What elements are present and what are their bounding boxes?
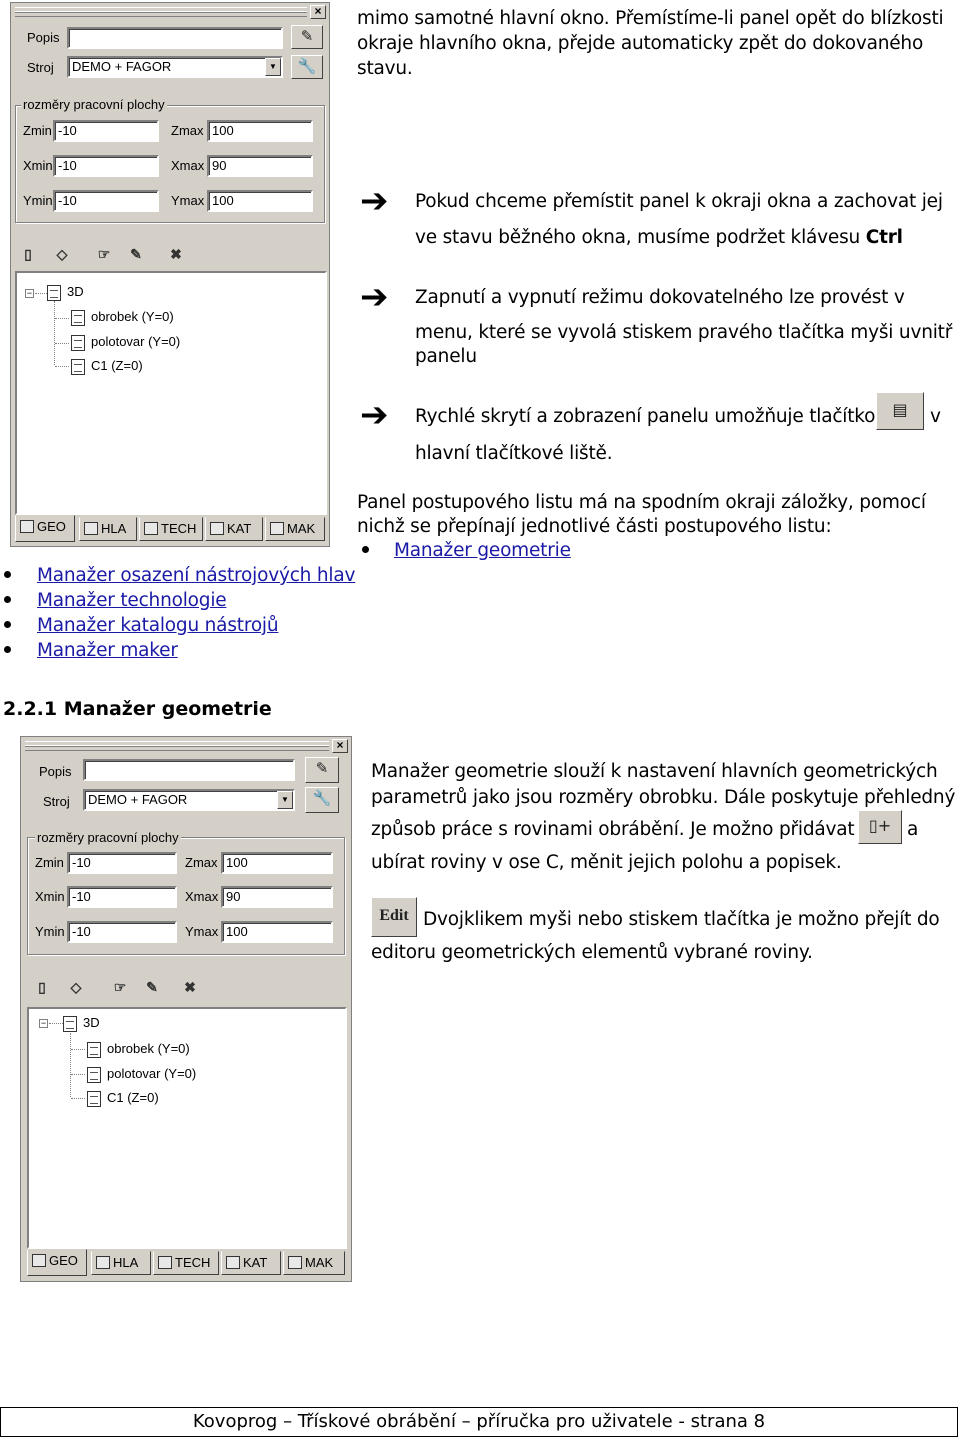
tab-tech[interactable]: TECH: [139, 517, 203, 541]
note3-line-2: hlavní tlačítkové liště.: [415, 443, 613, 464]
doc-icon: [47, 285, 61, 301]
ymin-label: Ymin: [23, 193, 53, 208]
tech-icon: [144, 522, 158, 535]
plane-tree[interactable]: [15, 271, 327, 515]
axis-icon: [87, 1091, 101, 1107]
link-manazer-geometrie[interactable]: Manažer geometrie: [394, 540, 571, 561]
note1-line-2: ve stavu běžného okna, musíme podržet klávesu Ctrl: [415, 227, 903, 248]
geo-icon: [20, 520, 34, 533]
close-button[interactable]: ×: [332, 739, 348, 753]
move-plane-icon[interactable]: ☞: [113, 979, 127, 995]
close-button[interactable]: ×: [310, 5, 326, 19]
xmax-input[interactable]: 90: [207, 155, 313, 177]
popis-label: Popis: [39, 764, 72, 779]
zmax-input[interactable]: 100: [207, 120, 313, 142]
note2-line-1: Zapnutí a vypnutí režimu dokovatelného lze provést v: [415, 287, 905, 308]
panel-desc-line-2: nichž se přepínají jednotlivé části postupového listu:: [357, 516, 832, 537]
ymax-label: Ymax: [185, 924, 219, 939]
ymax-label: Ymax: [171, 193, 205, 208]
chevron-down-icon[interactable]: ▼: [265, 58, 281, 76]
geometry-panel-top: [10, 2, 330, 547]
settings-wrench-icon[interactable]: 🔧: [305, 787, 339, 813]
xmin-input[interactable]: -10: [53, 155, 159, 177]
p1-line-3: způsob práce s rovinami obrábění. Je možno přidávat: [371, 819, 855, 840]
note2-line-3: panelu: [415, 346, 477, 367]
stroj-label: Stroj: [27, 60, 54, 75]
arrow-right-icon: ➔: [360, 277, 389, 317]
zmax-label: Zmax: [185, 855, 218, 870]
stroj-label: Stroj: [43, 794, 70, 809]
mak-icon: [288, 1256, 302, 1269]
intro-line-1: mimo samotné hlavní okno. Přemístíme-li panel opět do blízkosti: [357, 8, 944, 29]
panel-desc-line-1: Panel postupového listu má na spodním okraji záložky, pomocí: [357, 492, 926, 513]
rotate-plane-icon[interactable]: ◇: [56, 246, 68, 262]
delete-plane-icon[interactable]: ✖: [184, 979, 196, 995]
collapse-icon[interactable]: −: [40, 1018, 47, 1028]
ymax-input[interactable]: 100: [221, 921, 333, 943]
tree-node-c1[interactable]: C1 (Z=0): [87, 1090, 159, 1107]
intro-line-3: stavu.: [357, 58, 413, 79]
move-plane-icon[interactable]: ☞: [97, 246, 111, 262]
page-icon: [71, 310, 85, 326]
p1-line-3-end: a: [907, 819, 919, 840]
ymax-input[interactable]: 100: [207, 190, 313, 212]
workspace-group-title: rozměry pracovní plochy: [23, 97, 165, 112]
toggle-panel-button[interactable]: ▤: [876, 392, 924, 430]
tab-kat[interactable]: KAT: [221, 1251, 281, 1275]
workspace-group-title: rozměry pracovní plochy: [37, 830, 179, 845]
footer-text: Kovoprog – Třískové obrábění – příručka pro uživatele - strana 8: [192, 1411, 766, 1432]
stroj-select[interactable]: [67, 56, 283, 78]
p1-line-2: parametrů jako jsou rozměry obrobku. Dále poskytuje přehledný: [371, 787, 956, 808]
plane-tree[interactable]: [27, 1007, 347, 1249]
section-heading: 2.2.1 Manažer geometrie: [3, 698, 272, 720]
bullet-icon: [362, 546, 369, 553]
link-manazer-technologie[interactable]: Manažer technologie: [37, 590, 227, 611]
link-manazer-katalogu[interactable]: Manažer katalogu nástrojů: [37, 615, 279, 636]
p1-line-1: Manažer geometrie slouží k nastavení hlavních geometrických: [371, 761, 938, 782]
edit-plane-icon[interactable]: ✎: [130, 246, 142, 262]
ymin-input[interactable]: -10: [67, 921, 177, 943]
note1-line-1: Pokud chceme přemístit panel k okraji okna a zachovat jej: [415, 191, 943, 212]
arrow-right-icon: ➔: [360, 181, 389, 221]
page-icon: [71, 335, 85, 351]
tab-kat[interactable]: KAT: [205, 517, 263, 541]
page-footer: [0, 1407, 958, 1437]
page-icon: [87, 1042, 101, 1058]
bullet-icon: [4, 621, 11, 628]
mak-icon: [270, 522, 284, 535]
delete-plane-icon[interactable]: ✖: [170, 246, 182, 262]
zmin-input[interactable]: -10: [67, 852, 177, 874]
zmax-label: Zmax: [171, 123, 204, 138]
bullet-icon: [4, 646, 11, 653]
stroj-value: DEMO + FAGOR: [88, 792, 188, 807]
tab-geo[interactable]: GEO: [27, 1249, 87, 1276]
tab-tech[interactable]: TECH: [153, 1251, 219, 1275]
tab-geo[interactable]: GEO: [15, 515, 75, 542]
popis-label: Popis: [27, 30, 60, 45]
stroj-select[interactable]: [83, 789, 295, 811]
panel-grip[interactable]: [25, 741, 329, 751]
note2-line-2: menu, které se vyvolá stiskem pravého tlačítka myši uvnitř: [415, 322, 953, 343]
link-manazer-osazeni[interactable]: Manažer osazení nástrojových hlav: [37, 565, 356, 586]
tab-strip: [27, 1251, 347, 1277]
ymin-label: Ymin: [35, 924, 65, 939]
tree-node-obrobek[interactable]: obrobek (Y=0): [87, 1041, 190, 1058]
intro-line-2: okraje hlavního okna, přejde automaticky zpět do dokovaného: [357, 33, 924, 54]
tree-node-polotovar[interactable]: polotovar (Y=0): [71, 334, 180, 351]
apply-icon[interactable]: ✎: [291, 25, 323, 49]
xmax-label: Xmax: [171, 158, 205, 173]
tree-node-c1[interactable]: C1 (Z=0): [71, 358, 143, 375]
tree-node-3d[interactable]: 3D: [47, 284, 84, 301]
add-plane-icon[interactable]: ▯: [38, 979, 46, 995]
add-plane-button[interactable]: ▯+: [858, 810, 902, 844]
xmax-input[interactable]: 90: [221, 886, 333, 908]
zmin-label: Zmin: [23, 123, 52, 138]
tab-strip: [15, 517, 327, 543]
p2-line-2: editoru geometrických elementů vybrané roviny.: [371, 942, 813, 963]
tree-node-obrobek[interactable]: obrobek (Y=0): [71, 309, 174, 326]
tab-mak[interactable]: MAK: [265, 517, 325, 541]
page-icon: [87, 1067, 101, 1083]
xmax-label: Xmax: [185, 889, 219, 904]
doc-icon: [63, 1016, 77, 1032]
note3-line-1-end: v: [930, 406, 941, 427]
panel-grip[interactable]: [15, 7, 307, 17]
kat-icon: [226, 1256, 240, 1269]
ctrl-key: Ctrl: [865, 227, 903, 248]
hla-icon: [84, 522, 98, 535]
note3-line-1: Rychlé skrytí a zobrazení panelu umožňuje tlačítko: [415, 406, 876, 427]
zmin-input[interactable]: -10: [53, 120, 159, 142]
bullet-icon: [4, 571, 11, 578]
popis-input[interactable]: [83, 759, 295, 781]
ymin-input[interactable]: -10: [53, 190, 159, 212]
link-manazer-maker[interactable]: Manažer maker: [37, 640, 178, 661]
add-plane-icon[interactable]: ▯: [24, 246, 32, 262]
kat-icon: [210, 522, 224, 535]
zmax-input[interactable]: 100: [221, 852, 333, 874]
stroj-value: DEMO + FAGOR: [72, 59, 172, 74]
bullet-icon: [4, 596, 11, 603]
zmin-label: Zmin: [35, 855, 64, 870]
tree-node-polotovar[interactable]: polotovar (Y=0): [87, 1066, 196, 1083]
rotate-plane-icon[interactable]: ◇: [70, 979, 82, 995]
chevron-down-icon[interactable]: ▼: [277, 791, 293, 809]
axis-icon: [71, 359, 85, 375]
geo-icon: [32, 1254, 46, 1267]
xmin-input[interactable]: -10: [67, 886, 177, 908]
p2-line-1: Dvojklikem myši nebo stiskem tlačítka je možno přejít do: [423, 909, 940, 930]
edit-button[interactable]: Edit: [371, 897, 417, 937]
tech-icon: [158, 1256, 172, 1269]
collapse-icon[interactable]: −: [26, 288, 33, 298]
apply-icon[interactable]: ✎: [305, 757, 339, 783]
popis-input[interactable]: [67, 27, 283, 49]
arrow-right-icon: ➔: [360, 395, 389, 435]
geometry-panel-bottom: [20, 736, 352, 1282]
tab-hla[interactable]: HLA: [91, 1251, 151, 1275]
hla-icon: [96, 1256, 110, 1269]
xmin-label: Xmin: [35, 889, 65, 904]
settings-wrench-icon[interactable]: 🔧: [291, 55, 323, 79]
xmin-label: Xmin: [23, 158, 53, 173]
tab-hla[interactable]: HLA: [79, 517, 137, 541]
p1-line-4: ubírat roviny v ose C, měnit jejich polohu a popisek.: [371, 852, 842, 873]
tree-node-3d[interactable]: 3D: [63, 1015, 100, 1032]
edit-plane-icon[interactable]: ✎: [146, 979, 158, 995]
tab-mak[interactable]: MAK: [283, 1251, 345, 1275]
